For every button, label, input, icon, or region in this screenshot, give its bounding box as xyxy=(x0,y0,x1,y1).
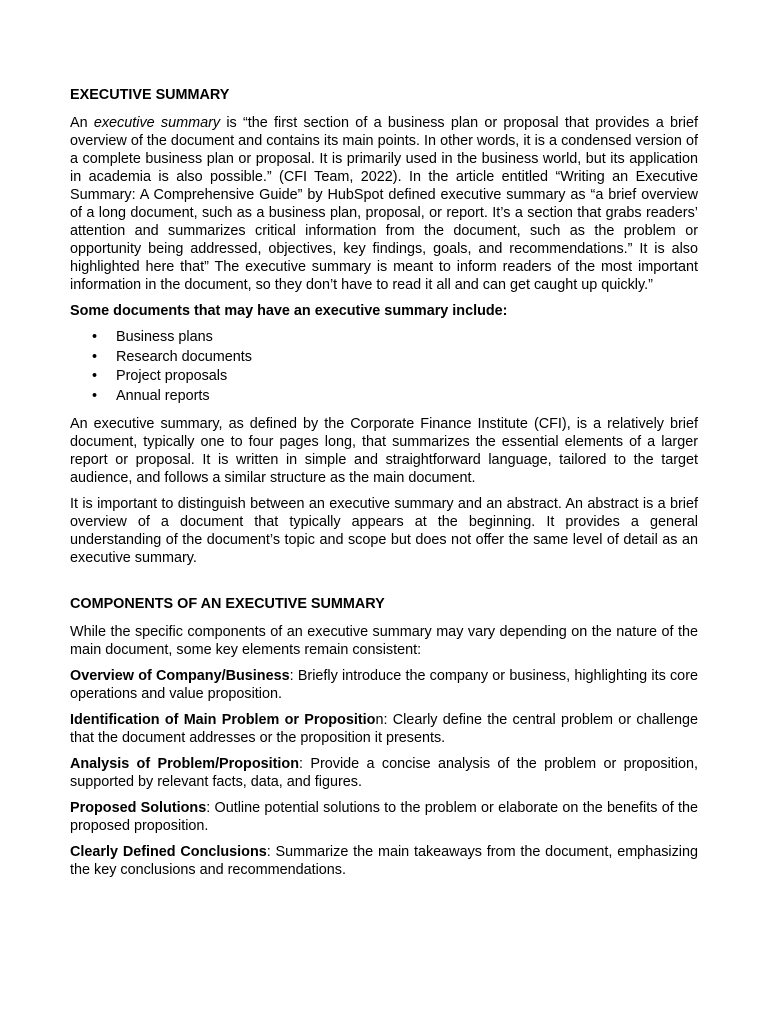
intro-paragraph xyxy=(70,114,698,294)
intro-text-start: An xyxy=(70,115,94,131)
list-item xyxy=(70,387,698,407)
component-item xyxy=(70,667,698,703)
component-term: Analysis of Problem/Proposition xyxy=(70,756,300,772)
bullet-icon: • xyxy=(92,368,98,384)
component-description: : Outline potential solutions to the problem or elaborate on the benefits of the proposed proposition. xyxy=(70,800,699,834)
document-page xyxy=(70,86,698,879)
component-term: Identification of Main Problem or Propositio xyxy=(70,712,376,728)
executive-summary-heading: EXECUTIVE SUMMARY xyxy=(70,87,230,103)
component-description: : Summarize the main takeaways from the document, emphasizing the key conclusions and recommendations. xyxy=(70,844,698,878)
list-item xyxy=(70,348,698,368)
cfi-definition-paragraph: An executive summary, as defined by the Corporate Finance Institute (CFI), is a relatively brief document, typically one to four pages long, that summarizes the essential elements of a larger report or proposal. It is written in simple and straightforward language, tailored to the target audience, and follows a similar structure as the main document. xyxy=(70,416,698,486)
list-item xyxy=(70,328,698,348)
component-description: : Provide a concise analysis of the problem or proposition, supported by relevant facts, data, and figures. xyxy=(70,756,698,790)
list-item-label: Project proposals xyxy=(116,368,228,384)
documents-lead: Some documents that may have an executive summary include: xyxy=(70,303,508,319)
list-item-label: Business plans xyxy=(116,329,213,345)
component-item xyxy=(70,755,698,791)
component-description: : Briefly introduce the company or business, highlighting its core operations and value proposition. xyxy=(70,668,698,702)
intro-term-italic: executive summary xyxy=(93,115,221,131)
document-types-list xyxy=(70,328,698,406)
bullet-icon: • xyxy=(92,329,98,345)
component-term: Overview of Company/Business xyxy=(70,668,290,684)
component-item xyxy=(70,711,698,747)
component-term: Proposed Solutions xyxy=(70,800,207,816)
section-gap xyxy=(70,567,698,595)
intro-text-rest: is “the first section of a business plan or proposal that provides a brief overview of the document and contains its main points. In other words, it is a condensed version of a complete business plan or proposal. It is primarily used in the business world, but its application in academia is also possible.” (CFI Team, 2022). In the article entitled “Writing an Executive Summary: A Comprehensive Guide” by HubSpot defined executive summary as “a brief overview of a long document, such as a business plan, proposal, or report. It’s a section that grabs readers’ attention and summarizes critical information from the document, such as the problem or opportunity being addressed, objectives, key findings, goals, and recommendations.” It is also highlighted here that” The executive summary is meant to inform readers of the most important information in the document, so they don’t have to read it all and can get caught up quickly.” xyxy=(70,115,698,293)
component-item xyxy=(70,843,698,879)
components-intro-paragraph: While the specific components of an executive summary may vary depending on the nature of the main document, some key elements remain consistent: xyxy=(70,624,698,658)
list-item xyxy=(70,367,698,387)
abstract-comparison-paragraph: It is important to distinguish between an executive summary and an abstract. An abstract is a brief overview of a document that typically appears at the beginning. It provides a general understanding of the document’s topic and scope but does not offer the same level of detail as an executive summary. xyxy=(70,496,698,566)
component-description: n: Clearly define the central problem or challenge that the document addresses or the proposition it presents. xyxy=(70,712,698,746)
list-item-label: Research documents xyxy=(116,348,252,365)
list-item-label: Annual reports xyxy=(116,387,210,404)
bullet-icon: • xyxy=(92,348,98,365)
component-item xyxy=(70,799,698,835)
components-heading: COMPONENTS OF AN EXECUTIVE SUMMARY xyxy=(70,596,385,612)
component-term: Clearly Defined Conclusions xyxy=(70,844,267,860)
bullet-icon: • xyxy=(92,387,98,404)
